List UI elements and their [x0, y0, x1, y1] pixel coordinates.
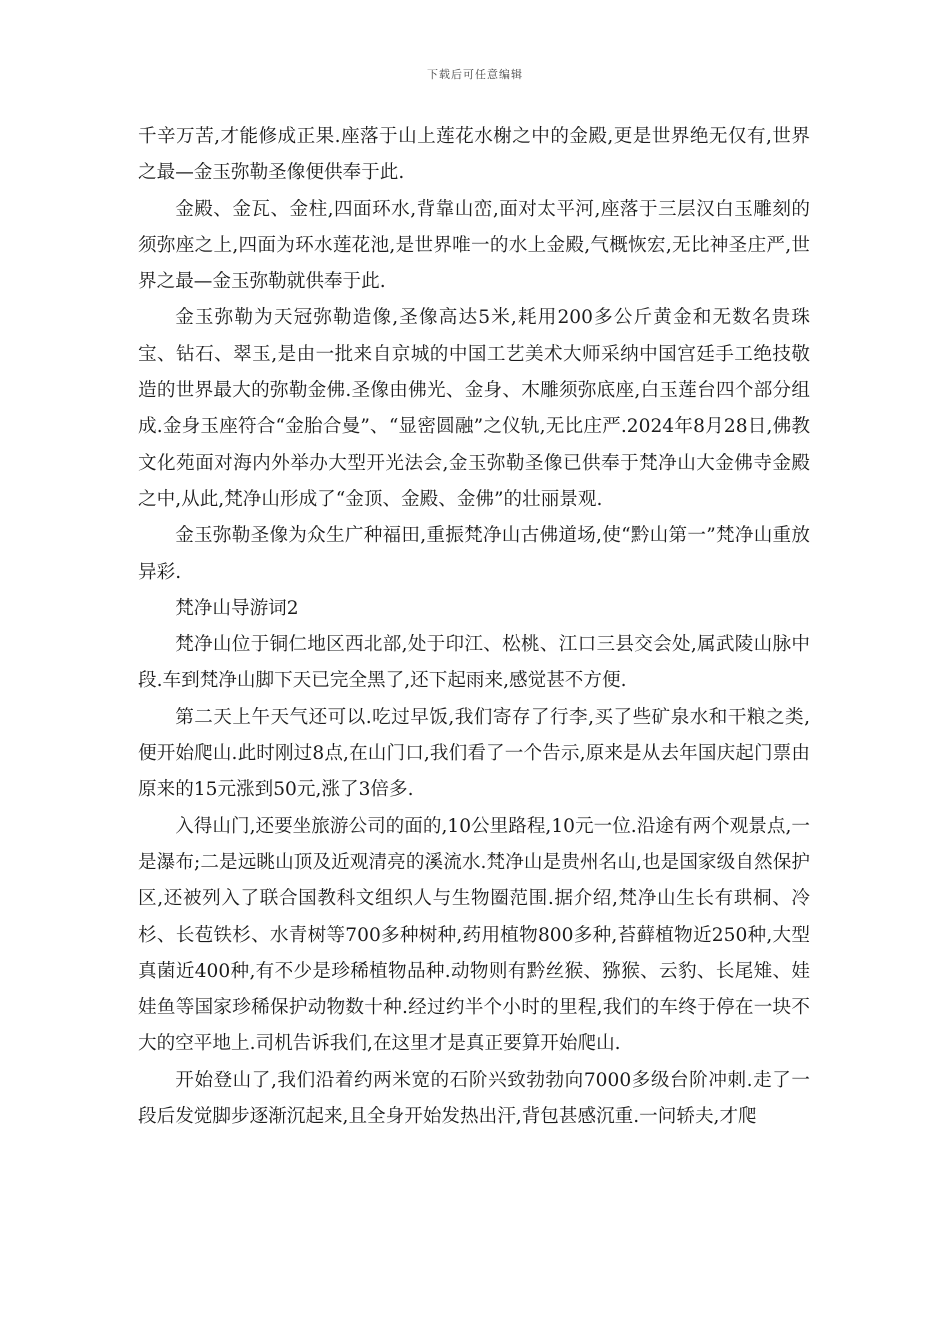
paragraph-golden-hall-intro: 千辛万苦,才能修成正果.座落于山上莲花水榭之中的金殿,更是世界绝无仅有,世界之最—金玉弥勒圣像便供奉于此.	[138, 126, 810, 184]
paragraph-maitreya-blessing: 金玉弥勒圣像为众生广种福田,重振梵净山古佛道场,使“黔山第一”梵净山重放异彩.	[138, 525, 810, 583]
paragraph-start-climbing: 开始登山了,我们沿着约两米宽的石阶兴致勃勃向7000多级台阶冲刺.走了一段后发觉脚步逐渐沉起来,且全身开始发热出汗,背包甚感沉重.一问轿夫,才爬	[138, 1069, 810, 1128]
paragraph-location: 梵净山位于铜仁地区西北部,处于印江、松桃、江口三县交会处,属武陵山脉中段.车到梵净山脚下天已完全黑了,还下起雨来,感觉甚不方便.	[138, 634, 810, 692]
page-header: 下载后可任意编辑	[427, 68, 523, 81]
paragraph-second-day: 第二天上午天气还可以.吃过早饭,我们寄存了行李,买了些矿泉水和干粮之类,便开始爬山.此时刚过8点,在山门口,我们看了一个告示,原来是从去年国庆起门票由原来的15元涨到50元,涨了3倍多.	[138, 706, 810, 801]
document-body	[138, 119, 810, 1135]
paragraph-golden-hall-description: 金殿、金瓦、金柱,四面环水,背靠山峦,面对太平河,座落于三层汉白玉雕刻的须弥座之上,四面为环水莲花池,是世界唯一的水上金殿,气概恢宏,无比神圣庄严,世界之最—金玉弥勒就供奉于此.	[138, 198, 810, 293]
section-heading: 梵净山导游词2	[175, 597, 299, 619]
paragraph-entering-gate: 入得山门,还要坐旅游公司的面的,10公里路程,10元一位.沿途有两个观景点,一是瀑布;二是远眺山顶及近观清亮的溪流水.梵净山是贵州名山,也是国家级自然保护区,还被列入了联合国教科文组织人与生物圈范围.据介绍,梵净山生长有珙桐、冷杉、长苞铁杉、水青树等700多种树种,药用植物800多种,苔藓植物近250种,大型真菌近400种,有不少是珍稀植物品种.动物则有黔丝猴、猕猴、云豹、长尾雉、娃娃鱼等国家珍稀保护动物数十种.经过约半个小时的里程,我们的车终于停在一块不大的空平地上.司机告诉我们,在这里才是真正要算开始爬山.	[138, 815, 810, 1055]
paragraph-maitreya-statue: 金玉弥勒为天冠弥勒造像,圣像高达5米,耗用200多公斤黄金和无数名贵珠宝、钻石、翠玉,是由一批来自京城的中国工艺美术大师采纳中国宫廷手工绝技敬造的世界最大的弥勒金佛.圣像由佛光、金身、木雕须弥底座,白玉莲台四个部分组成.金身玉座符合“金胎合曼”、“显密圆融”之仪轨,无比庄严.2024年8月28日,佛教文化苑面对海内外举办大型开光法会,金玉弥勒圣像已供奉于梵净山大金佛寺金殿之中,从此,梵净山形成了“金顶、金殿、金佛”的壮丽景观.	[138, 307, 810, 510]
